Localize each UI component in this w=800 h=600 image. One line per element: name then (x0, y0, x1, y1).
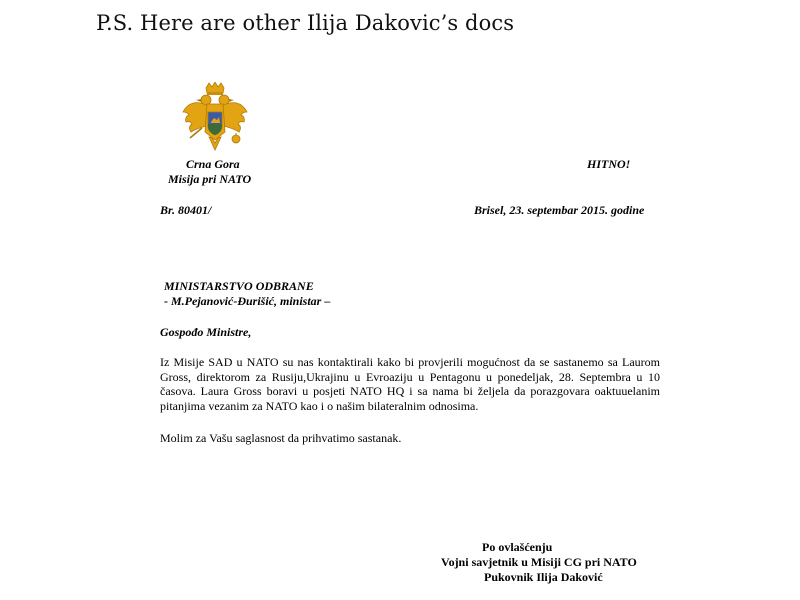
place-date: Brisel, 23. septembar 2015. godine (474, 203, 645, 217)
salutation: Gospođo Ministre, (160, 325, 252, 339)
page-caption: P.S. Here are other Ilija Dakovic’s docs (96, 11, 515, 35)
urgency-label: HITNO! (587, 157, 631, 171)
signature-line-1: Po ovlašćenju (482, 540, 553, 554)
recipient-line-2: - M.Pejanović-Đurišić, ministar – (164, 294, 331, 308)
signature-line-2: Vojni savjetnik u Misiji CG pri NATO (441, 555, 637, 569)
recipient-line-1: MINISTARSTVO ODBRANE (164, 279, 314, 293)
montenegro-coat-of-arms-icon (180, 82, 250, 156)
reference-number: Br. 80401/ (160, 203, 212, 217)
sender-line-2: Misija pri NATO (168, 172, 252, 186)
sender-line-1: Crna Gora (186, 157, 240, 171)
body-paragraph-1: Iz Misije SAD u NATO su nas kontaktirali kako bi provjerili mogućnost da se sastanemo sa Laurom Gross, direktorom za Rusiju,Ukrajinu u Evroaziju u Pentagonu u ponedeljak, 28. Septembra u 10 časova. Laura Gross boravi u posjeti NATO HQ i sa nama bi željela da porazgovara oaktuuelanim pitanjima vezanim za NATO kao i o našim bilateralnim odnosima. (160, 355, 660, 413)
body-paragraph-2: Molim za Vašu saglasnost da prihvatimo sastanak. (160, 431, 402, 445)
signature-line-3: Pukovnik Ilija Daković (484, 570, 603, 584)
